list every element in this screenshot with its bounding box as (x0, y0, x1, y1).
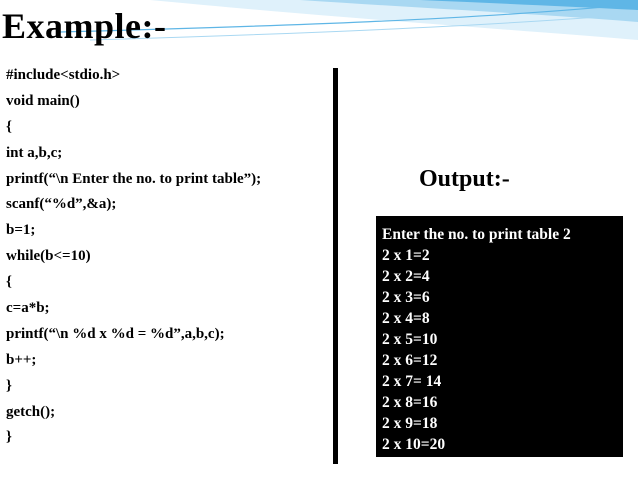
console-line: 2 x 4=8 (382, 310, 430, 327)
console-line: 2 x 8=16 (382, 394, 438, 411)
code-line: while(b<=10) (6, 248, 91, 265)
code-line: void main() (6, 92, 80, 109)
code-line: } (6, 429, 12, 446)
code-listing (6, 64, 261, 452)
console-line: 2 x 2=4 (382, 268, 430, 285)
console-line: 2 x 6=12 (382, 352, 438, 369)
console-line: 2 x 10=20 (382, 436, 446, 453)
code-line: getch(); (6, 403, 56, 420)
code-line: b++; (6, 351, 37, 368)
console-line: 2 x 1=2 (382, 247, 430, 264)
code-line: } (6, 377, 12, 394)
code-line: int a,b,c; (6, 144, 63, 161)
code-line: b=1; (6, 222, 36, 239)
console-output-panel (376, 216, 623, 457)
console-line: Enter the no. to print table 2 (382, 226, 571, 243)
console-line: 2 x 3=6 (382, 289, 430, 306)
output-label: Output:- (419, 166, 510, 192)
console-line: 2 x 7= 14 (382, 373, 442, 390)
console-output-lines (376, 216, 623, 455)
code-line: { (6, 118, 12, 135)
code-line: { (6, 274, 12, 291)
code-line: printf(“\n %d x %d = %d”,a,b,c); (6, 325, 225, 342)
code-line: c=a*b; (6, 300, 50, 317)
vertical-divider (333, 68, 338, 464)
code-line: scanf(“%d”,&a); (6, 196, 117, 213)
code-line: #include<stdio.h> (6, 67, 121, 83)
console-line: 2 x 9=18 (382, 415, 438, 432)
console-line: 2 x 5=10 (382, 331, 438, 348)
slide-title: Example:- (2, 6, 167, 46)
code-line: printf(“\n Enter the no. to print table”); (6, 170, 262, 187)
